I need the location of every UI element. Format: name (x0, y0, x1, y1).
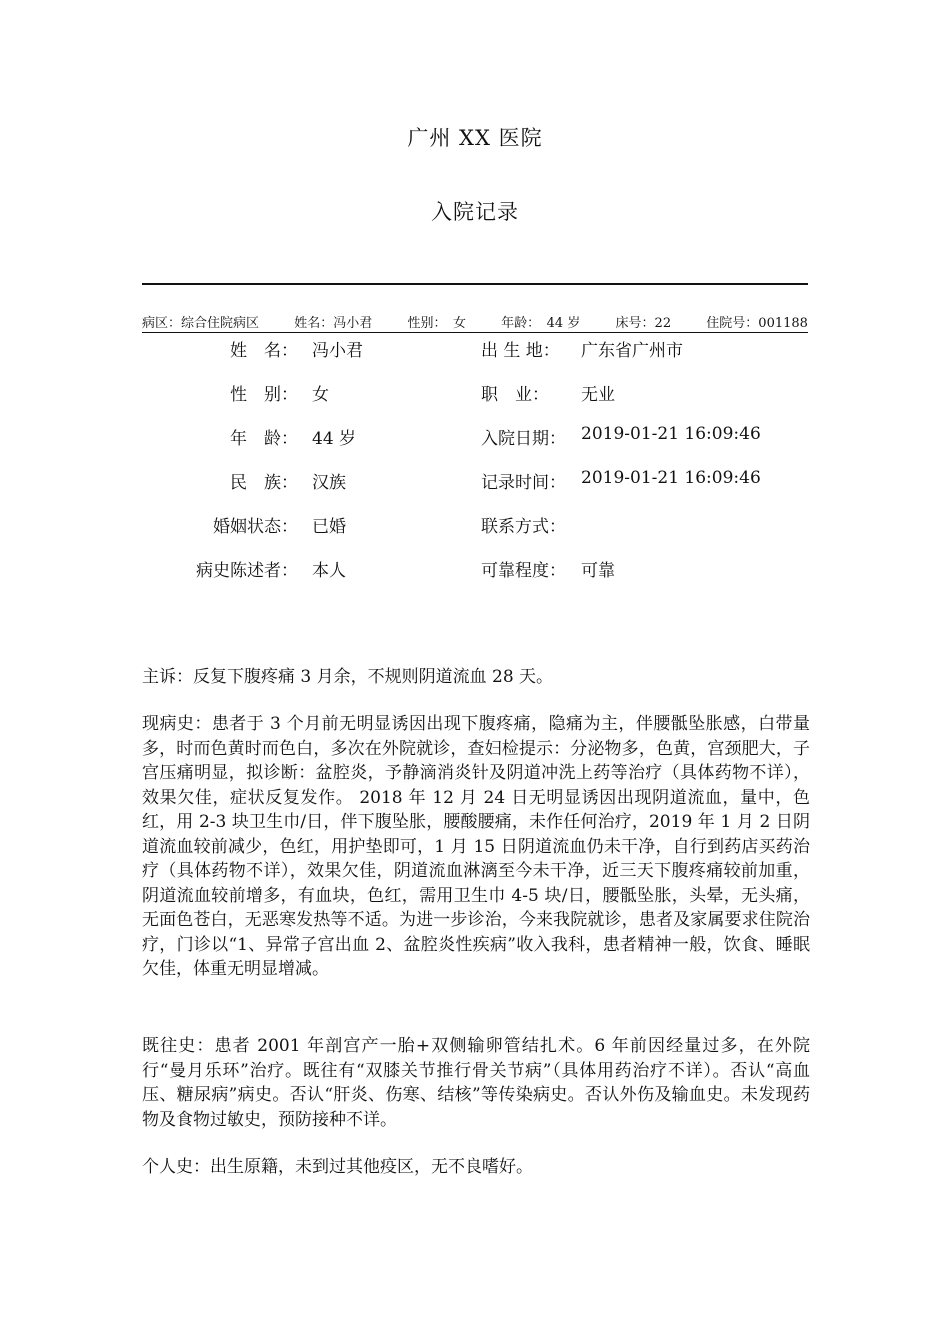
info-value: 可靠 (581, 561, 615, 581)
info-label: 病史陈述者： (196, 561, 298, 581)
info-value: 冯小君 (312, 341, 363, 361)
info-label: 民 族： (230, 473, 298, 493)
document-title: 入院记录 (431, 200, 519, 224)
bed-field: 床号：22 (615, 316, 672, 331)
info-label: 年 龄： (230, 429, 298, 449)
info-value: 汉族 (312, 473, 346, 493)
present-illness-paragraph: 现病史：患者于 3 个月前无明显诱因出现下腹疼痛，隐痛为主，伴腰骶坠胀感，白带量多，时而色黄时而色白，多次在外院就诊，查妇检提示：分泌物多，色黄，宫颈肥大，子宫压痛明显，拟诊断：盆腔炎，予静滴消炎针及阴道冲洗上药等治疗（具体药物不详），效果欠佳，症状反复发作。 2018 年 12 月 24 日无明显诱因出现阴道流血，量中，色红，用 2-3 块卫生巾/日，伴下腹坠胀，腰酸腰痛，未作任何治疗，2019 年 1 月 2 日阴道流血较前减少，色红，用护垫即可，1 月 15 日阴道流血仍未干净，自行到药店买药治疗（具体药物不详），效果欠佳，阴道流血淋漓至今未干净，近三天下腹疼痛较前加重，阴道流血较前增多，有血块，色红，需用卫生巾 4-5 块/日，腰骶坠胀，头晕，无头痛，无面色苍白，无恶寒发热等不适。为进一步诊治，今来我院就诊，患者及家属要求住院治疗，门诊以“1、异常子宫出血 2、盆腔炎性疾病”收入我科，患者精神一般，饮食、睡眠欠佳，体重无明显增减。 (142, 714, 810, 979)
info-label: 职 业： (481, 385, 549, 405)
personal-history-paragraph: 个人史：出生原籍，未到过其他疫区，无不良嗜好。 (142, 1157, 533, 1177)
admission-number-field: 住院号：001188 (706, 316, 808, 331)
info-value: 44 岁 (312, 429, 357, 449)
info-row (142, 336, 808, 380)
info-row (142, 512, 808, 556)
info-label: 联系方式： (481, 517, 566, 537)
info-label: 可靠程度： (481, 561, 566, 581)
info-value: 已婚 (312, 517, 346, 537)
name-field: 姓名：冯小君 (294, 316, 373, 331)
info-value: 无业 (581, 385, 615, 405)
info-label: 性 别： (230, 385, 298, 405)
hospital-name: 广州 XX 医院 (407, 126, 543, 150)
past-history-paragraph: 既往史：患者 2001 年剖宫产一胎+双侧输卵管结扎术。6 年前因经量过多，在外院行“曼月乐环”治疗。既往有“双膝关节推行骨关节病”（具体用药治疗不详）。否认“高血压、糖尿病”病史。否认“肝炎、伤寒、结核”等传染病史。否认外伤及输血史。未发现药物及食物过敏史，预防接种不详。 (142, 1036, 810, 1130)
info-row (142, 556, 808, 600)
patient-summary-bar (142, 312, 808, 333)
info-row (142, 380, 808, 424)
info-label: 入院日期： (481, 429, 566, 449)
info-value: 广东省广州市 (581, 341, 683, 361)
info-label: 出 生 地： (481, 341, 560, 361)
info-row (142, 468, 808, 512)
age-field: 年龄： 44 岁 (501, 316, 581, 331)
patient-info-grid (142, 336, 808, 600)
sex-field: 性别： 女 (407, 316, 466, 331)
info-label: 婚姻状态： (213, 517, 298, 537)
header-divider (142, 283, 808, 285)
ward-field: 病区：综合住院病区 (142, 316, 260, 331)
info-value: 2019-01-21 16:09:46 (581, 468, 761, 488)
info-value: 本人 (312, 561, 346, 581)
info-label: 姓 名： (230, 341, 298, 361)
chief-complaint-paragraph: 主诉：反复下腹疼痛 3 月余，不规则阴道流血 28 天。 (142, 667, 554, 687)
info-row (142, 424, 808, 468)
info-label: 记录时间： (481, 473, 566, 493)
info-value: 2019-01-21 16:09:46 (581, 424, 761, 444)
info-value: 女 (312, 385, 329, 405)
